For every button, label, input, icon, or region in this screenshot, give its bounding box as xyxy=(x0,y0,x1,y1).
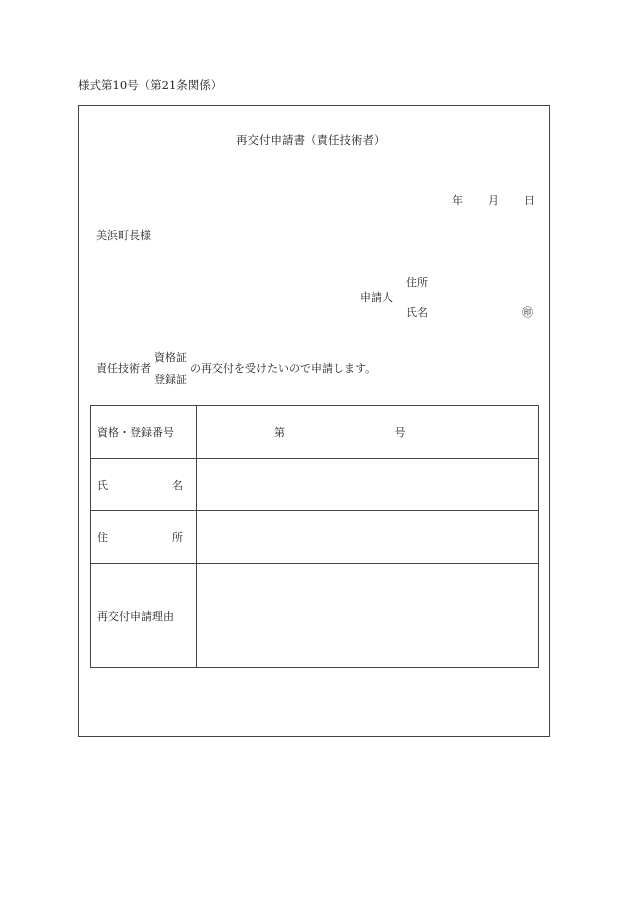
table-row xyxy=(91,459,539,511)
date-month-label: 月 xyxy=(488,194,499,207)
applicant-name-label: 氏名 xyxy=(406,306,428,319)
form-number: 様式第10号（第21条関係） xyxy=(78,78,223,92)
statement-option-qualification: 資格証 xyxy=(154,351,187,364)
registration-number-suffix: 号 xyxy=(394,426,406,439)
name-label-right: 名 xyxy=(172,478,183,492)
name-label-left: 氏 xyxy=(97,478,108,492)
address-field[interactable] xyxy=(197,511,539,564)
date-day-label: 日 xyxy=(524,194,535,207)
name-field[interactable] xyxy=(197,459,539,511)
application-table xyxy=(90,405,539,668)
table-row xyxy=(91,406,539,459)
seal-mark: ㊞ xyxy=(522,306,533,319)
addressee: 美浜町長様 xyxy=(96,229,151,242)
address-label-left: 住 xyxy=(97,531,108,544)
registration-number-field[interactable] xyxy=(197,406,539,459)
statement-suffix: の再交付を受けたいので申請します。 xyxy=(190,362,377,375)
form-title: 再交付申請書（責任技術者） xyxy=(236,133,386,147)
applicant-label: 申請人 xyxy=(360,291,393,304)
statement-option-registration: 登録証 xyxy=(154,373,187,386)
name-label-cell xyxy=(91,459,197,511)
statement-prefix: 責任技術者 xyxy=(96,362,151,375)
address-label-cell xyxy=(91,511,197,564)
reissue-reason-field[interactable] xyxy=(197,564,539,668)
applicant-address-label: 住所 xyxy=(406,276,428,289)
reissue-reason-label: 再交付申請理由 xyxy=(91,564,197,668)
table-row xyxy=(91,564,539,668)
registration-number-prefix: 第 xyxy=(274,426,285,439)
table-row xyxy=(91,511,539,564)
address-label-right: 所 xyxy=(172,531,183,544)
registration-number-label: 資格・登録番号 xyxy=(91,406,197,459)
date-year-label: 年 xyxy=(452,194,463,207)
